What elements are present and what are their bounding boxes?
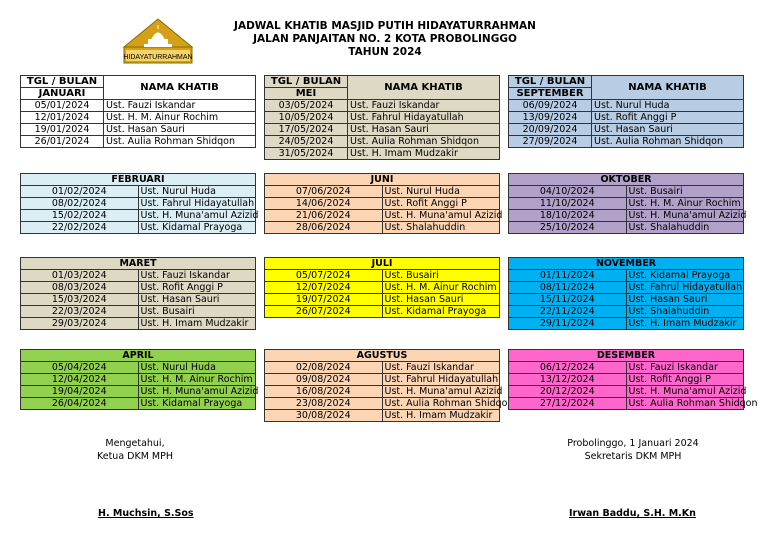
month-block	[508, 173, 747, 234]
khatib-name-cell: Ust. Fahrul Hidayatullah	[382, 374, 500, 386]
khatib-name-cell: Ust. Fahrul Hidayatullah	[626, 282, 744, 294]
month-name: JUNI	[265, 174, 500, 186]
table-row	[265, 222, 500, 234]
date-cell: 05/01/2024	[21, 100, 104, 112]
khatib-name-cell: Ust. H. M. Ainur Rochim	[104, 112, 256, 124]
month-table	[508, 257, 744, 330]
date-cell: 24/05/2024	[265, 136, 348, 148]
date-cell: 15/11/2024	[509, 294, 627, 306]
khatib-name-cell: Ust. H. Imam Mudzakir	[626, 318, 744, 330]
name-column-header: NAMA KHATIB	[592, 76, 744, 100]
khatib-name-cell: Ust. Hasan Sauri	[348, 124, 500, 136]
left-sign-line-1: Mengetahui,	[105, 438, 165, 449]
table-row	[21, 112, 256, 124]
date-cell: 14/06/2024	[265, 198, 383, 210]
date-cell: 05/04/2024	[21, 362, 139, 374]
month-table	[20, 173, 259, 234]
month-block	[264, 349, 514, 422]
khatib-name-cell: Ust. Rofit Anggi P	[592, 112, 744, 124]
date-cell: 01/03/2024	[21, 270, 139, 282]
date-cell: 25/10/2024	[509, 222, 627, 234]
month-table	[20, 257, 256, 330]
date-cell: 27/09/2024	[509, 136, 592, 148]
date-cell: 12/07/2024	[265, 282, 383, 294]
table-row	[509, 294, 744, 306]
date-cell: 13/12/2024	[509, 374, 627, 386]
date-cell: 07/06/2024	[265, 186, 383, 198]
date-cell: 16/08/2024	[265, 386, 383, 398]
khatib-name-cell: Ust. Aulia Rohman Shidqon	[104, 136, 256, 148]
date-cell: 15/03/2024	[21, 294, 139, 306]
table-row	[265, 398, 500, 410]
table-row	[265, 306, 500, 318]
table-row	[265, 136, 500, 148]
table-row	[21, 186, 256, 198]
khatib-name-cell: Ust. H. Imam Mudzakir	[382, 410, 500, 422]
khatib-name-cell: Ust. Rofit Anggi P	[382, 198, 500, 210]
month-table	[264, 349, 514, 422]
khatib-name-cell: Ust. H. M. Ainur Rochim	[138, 374, 256, 386]
khatib-name-cell: Ust. Fahrul Hidayatullah	[138, 198, 256, 210]
table-row	[21, 198, 256, 210]
month-block	[264, 257, 500, 318]
table-row	[509, 306, 744, 318]
khatib-name-cell: Ust. Fauzi Iskandar	[138, 270, 256, 282]
date-column-header: TGL / BULAN	[265, 76, 348, 88]
khatib-name-cell: Ust. Busairi	[382, 270, 500, 282]
khatib-name-cell: Ust. Nurul Huda	[382, 186, 500, 198]
date-cell: 22/03/2024	[21, 306, 139, 318]
table-row	[509, 124, 744, 136]
date-cell: 06/12/2024	[509, 362, 627, 374]
date-cell: 06/09/2024	[509, 100, 592, 112]
khatib-name-cell: Ust. Busairi	[626, 186, 744, 198]
date-cell: 26/07/2024	[265, 306, 383, 318]
mosque-logo	[122, 17, 194, 65]
khatib-name-cell: Ust. Kidamal Prayoga	[382, 306, 500, 318]
date-cell: 19/01/2024	[21, 124, 104, 136]
date-cell: 30/08/2024	[265, 410, 383, 422]
khatib-name-cell: Ust. Nurul Huda	[138, 186, 256, 198]
month-name: OKTOBER	[509, 174, 744, 186]
khatib-name-cell: Ust. H. Muna'amul Azizid	[382, 386, 500, 398]
table-row	[509, 362, 744, 374]
table-row	[21, 136, 256, 148]
table-row	[509, 100, 744, 112]
date-cell: 09/08/2024	[265, 374, 383, 386]
date-cell: 21/06/2024	[265, 210, 383, 222]
month-block	[508, 349, 758, 410]
date-cell: 01/02/2024	[21, 186, 139, 198]
date-cell: 17/05/2024	[265, 124, 348, 136]
khatib-name-cell: Ust. Rofit Anggi P	[138, 282, 256, 294]
month-table	[264, 257, 500, 318]
month-table	[508, 173, 747, 234]
date-cell: 12/04/2024	[21, 374, 139, 386]
month-name: NOVEMBER	[509, 258, 744, 270]
khatib-name-cell: Ust. H. Muna'amul Azizid	[138, 210, 256, 222]
table-row	[265, 410, 500, 422]
date-column-header: TGL / BULAN	[21, 76, 104, 88]
month-name: MARET	[21, 258, 256, 270]
date-cell: 29/03/2024	[21, 318, 139, 330]
date-cell: 12/01/2024	[21, 112, 104, 124]
table-row	[21, 386, 256, 398]
date-cell: 20/12/2024	[509, 386, 627, 398]
table-row	[509, 270, 744, 282]
table-row	[265, 294, 500, 306]
table-row	[509, 398, 744, 410]
date-cell: 29/11/2024	[509, 318, 627, 330]
table-row	[21, 222, 256, 234]
khatib-name-cell: Ust. H. Imam Mudzakir	[138, 318, 256, 330]
khatib-name-cell: Ust. H. Muna'amul Azizid	[626, 210, 744, 222]
table-row	[21, 210, 256, 222]
table-row	[265, 210, 500, 222]
table-row	[509, 198, 744, 210]
date-column-header: TGL / BULAN	[509, 76, 592, 88]
title-line-3: TAHUN 2024	[348, 46, 422, 58]
month-table	[20, 75, 256, 148]
table-row	[265, 186, 500, 198]
date-cell: 08/03/2024	[21, 282, 139, 294]
table-row	[509, 222, 744, 234]
table-row	[21, 100, 256, 112]
table-row	[21, 318, 256, 330]
month-table	[264, 173, 503, 234]
month-name: JANUARI	[21, 88, 104, 100]
date-cell: 19/07/2024	[265, 294, 383, 306]
date-cell: 18/10/2024	[509, 210, 627, 222]
month-name: FEBRUARI	[21, 174, 256, 186]
right-signatory-name: Irwan Baddu, S.H. M.Kn	[569, 508, 696, 519]
khatib-name-cell: Ust. Hasan Sauri	[138, 294, 256, 306]
khatib-name-cell: Ust. H. Muna'amul Azizid	[382, 210, 500, 222]
month-block	[508, 257, 744, 330]
table-row	[265, 386, 500, 398]
khatib-name-cell: Ust. Fauzi Iskandar	[348, 100, 500, 112]
khatib-name-cell: Ust. Hasan Sauri	[382, 294, 500, 306]
table-row	[265, 112, 500, 124]
left-signature-block	[60, 437, 210, 463]
date-cell: 27/12/2024	[509, 398, 627, 410]
month-name: SEPTEMBER	[509, 88, 592, 100]
khatib-name-cell: Ust. H. M. Ainur Rochim	[382, 282, 500, 294]
table-row	[21, 124, 256, 136]
khatib-name-cell: Ust. Nurul Huda	[592, 100, 744, 112]
khatib-name-cell: Ust. Shalahuddin	[626, 222, 744, 234]
month-name: DESEMBER	[509, 350, 744, 362]
khatib-name-cell: Ust. Kidamal Prayoga	[138, 222, 256, 234]
table-row	[265, 100, 500, 112]
month-block	[20, 173, 259, 234]
khatib-name-cell: Ust. Aulia Rohman Shidqon	[348, 136, 500, 148]
month-name: APRIL	[21, 350, 256, 362]
table-row	[265, 148, 500, 160]
date-cell: 05/07/2024	[265, 270, 383, 282]
page-title	[200, 20, 570, 59]
khatib-name-cell: Ust. H. M. Ainur Rochim	[626, 198, 744, 210]
table-row	[21, 306, 256, 318]
table-row	[21, 270, 256, 282]
table-row	[509, 282, 744, 294]
name-column-header: NAMA KHATIB	[348, 76, 500, 100]
table-row	[21, 362, 256, 374]
month-block	[508, 75, 744, 148]
month-table	[264, 75, 500, 160]
date-cell: 28/06/2024	[265, 222, 383, 234]
khatib-name-cell: Ust. Aulia Rohman Shidqon	[626, 398, 744, 410]
date-cell: 13/09/2024	[509, 112, 592, 124]
month-block	[264, 75, 500, 160]
date-cell: 08/02/2024	[21, 198, 139, 210]
right-sign-line-2: Sekretaris DKM MPH	[584, 451, 682, 462]
date-cell: 10/05/2024	[265, 112, 348, 124]
khatib-name-cell: Ust. H. Muna'amul Azizid	[626, 386, 744, 398]
date-cell: 22/02/2024	[21, 222, 139, 234]
logo-text: HIDAYATURRAHMAN	[123, 54, 193, 61]
left-sign-line-2: Ketua DKM MPH	[96, 451, 174, 462]
month-block	[20, 75, 256, 148]
name-column-header: NAMA KHATIB	[104, 76, 256, 100]
table-row	[21, 398, 256, 410]
table-row	[265, 198, 500, 210]
khatib-name-cell: Ust. Busairi	[138, 306, 256, 318]
table-row	[509, 374, 744, 386]
month-block	[20, 257, 256, 330]
date-cell: 26/01/2024	[21, 136, 104, 148]
month-name: JULI	[265, 258, 500, 270]
table-row	[265, 374, 500, 386]
table-row	[509, 112, 744, 124]
khatib-name-cell: Ust. Kidamal Prayoga	[626, 270, 744, 282]
right-signature-block	[548, 437, 718, 463]
khatib-name-cell: Ust. Fahrul Hidayatullah	[348, 112, 500, 124]
left-signatory-name: H. Muchsin, S.Sos	[98, 508, 194, 519]
month-table	[20, 349, 259, 410]
khatib-name-cell: Ust. Shalahuddin	[382, 222, 500, 234]
month-table	[508, 349, 758, 410]
month-table	[508, 75, 744, 148]
month-block	[20, 349, 259, 410]
table-row	[21, 282, 256, 294]
khatib-name-cell: Ust. Hasan Sauri	[104, 124, 256, 136]
date-cell: 19/04/2024	[21, 386, 139, 398]
date-cell: 04/10/2024	[509, 186, 627, 198]
table-row	[265, 270, 500, 282]
date-cell: 23/08/2024	[265, 398, 383, 410]
date-cell: 11/10/2024	[509, 198, 627, 210]
month-name: MEI	[265, 88, 348, 100]
date-cell: 20/09/2024	[509, 124, 592, 136]
date-cell: 01/11/2024	[509, 270, 627, 282]
month-name: AGUSTUS	[265, 350, 500, 362]
right-sign-line-1: Probolinggo, 1 Januari 2024	[567, 438, 699, 449]
khatib-name-cell: Ust. Aulia Rohman Shidqon	[592, 136, 744, 148]
khatib-name-cell: Ust. Hasan Sauri	[626, 294, 744, 306]
khatib-name-cell: Ust. Fauzi Iskandar	[382, 362, 500, 374]
date-cell: 22/11/2024	[509, 306, 627, 318]
table-row	[509, 136, 744, 148]
table-row	[509, 386, 744, 398]
date-cell: 03/05/2024	[265, 100, 348, 112]
date-cell: 15/02/2024	[21, 210, 139, 222]
table-row	[21, 374, 256, 386]
title-line-1: JADWAL KHATIB MASJID PUTIH HIDAYATURRAHMAN	[234, 20, 536, 32]
khatib-name-cell: Ust. Nurul Huda	[138, 362, 256, 374]
date-cell: 08/11/2024	[509, 282, 627, 294]
khatib-name-cell: Ust. Shalahuddin	[626, 306, 744, 318]
table-row	[265, 282, 500, 294]
khatib-name-cell: Ust. Rofit Anggi P	[626, 374, 744, 386]
khatib-name-cell: Ust. Fauzi Iskandar	[104, 100, 256, 112]
date-cell: 31/05/2024	[265, 148, 348, 160]
table-row	[509, 186, 744, 198]
title-line-2: JALAN PANJAITAN NO. 2 KOTA PROBOLINGGO	[253, 33, 517, 45]
table-row	[509, 210, 744, 222]
khatib-name-cell: Ust. Fauzi Iskandar	[626, 362, 744, 374]
khatib-name-cell: Ust. Aulia Rohman Shidqon	[382, 398, 500, 410]
khatib-name-cell: Ust. Kidamal Prayoga	[138, 398, 256, 410]
table-row	[265, 362, 500, 374]
khatib-name-cell: Ust. Hasan Sauri	[592, 124, 744, 136]
month-block	[264, 173, 503, 234]
table-row	[21, 294, 256, 306]
khatib-name-cell: Ust. H. Muna'amul Azizid	[138, 386, 256, 398]
table-row	[509, 318, 744, 330]
table-row	[265, 124, 500, 136]
date-cell: 02/08/2024	[265, 362, 383, 374]
date-cell: 26/04/2024	[21, 398, 139, 410]
khatib-name-cell: Ust. H. Imam Mudzakir	[348, 148, 500, 160]
